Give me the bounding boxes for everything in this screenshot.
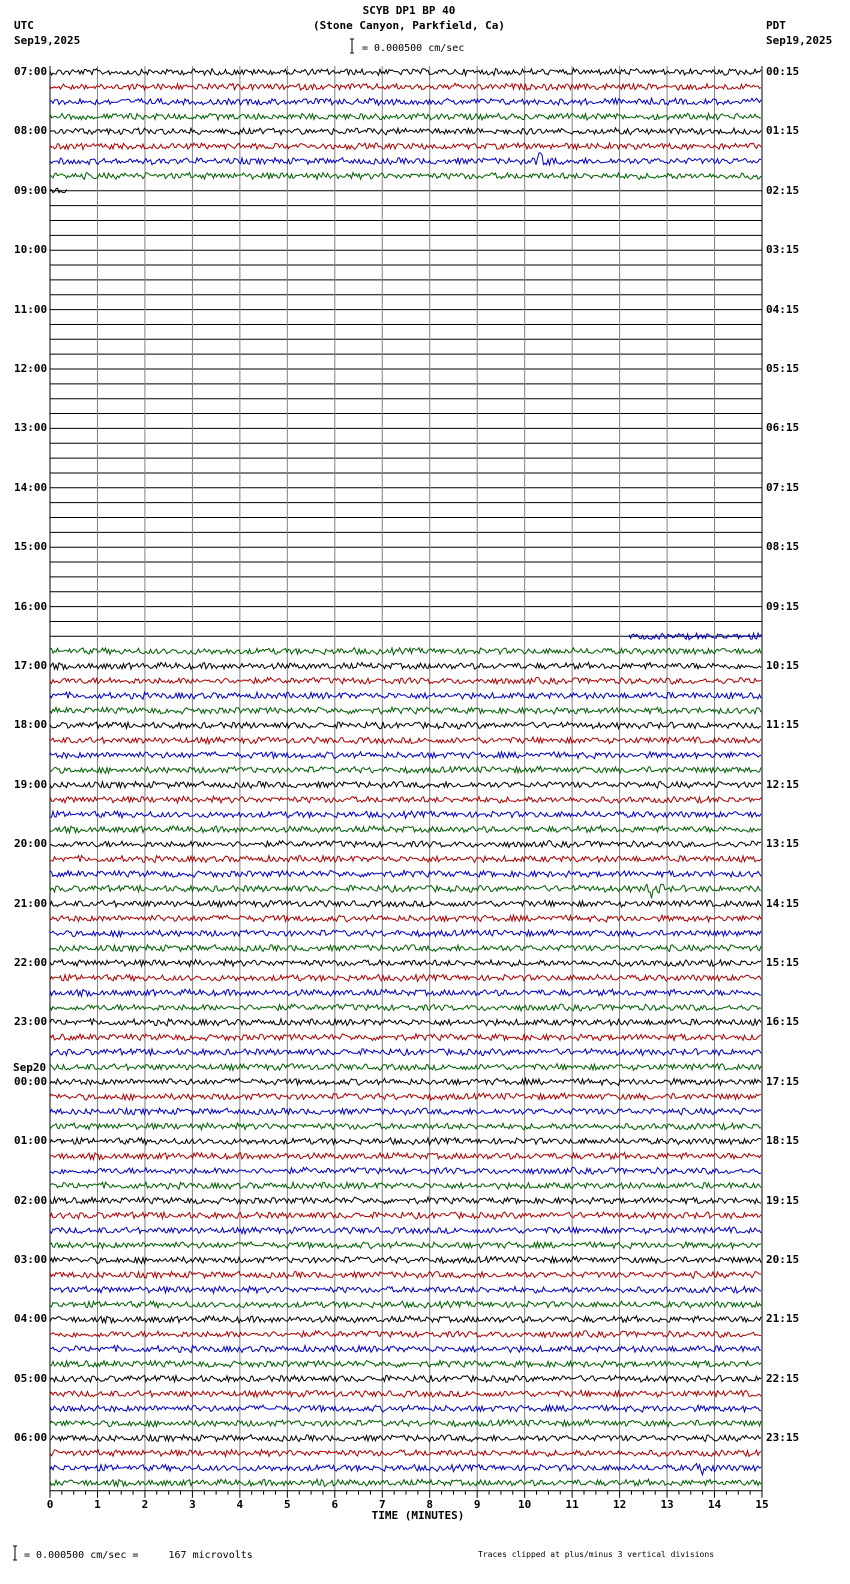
seismic-trace [50,98,761,105]
x-tick-label: 10 [518,1497,532,1511]
seismic-trace [50,1301,761,1308]
x-tick-label: 8 [426,1497,434,1511]
seismic-trace [50,1375,761,1382]
right-hour-label: 14:15 [766,896,800,910]
left-hour-label: 12:00 [14,362,48,375]
seismic-trace [50,722,761,729]
seismic-trace [50,1316,761,1323]
scale-bar-icon [350,39,354,53]
seismic-trace [50,960,761,967]
left-hour-label: 17:00 [14,659,48,672]
seismic-trace [50,989,761,996]
seismic-trace [50,1212,761,1219]
right-hour-label: 01:15 [766,124,800,138]
x-tick-label: 3 [189,1497,196,1511]
right-hour-label: 06:15 [766,421,800,435]
seismic-trace [50,915,761,922]
seismic-trace [50,1227,761,1234]
right-hour-label: 18:15 [766,1134,800,1148]
seismic-trace [50,1242,761,1249]
x-tick-label: 11 [565,1497,579,1511]
right-hour-label: 20:15 [766,1253,800,1266]
seismic-trace [50,1093,761,1100]
left-hour-label: 04:00 [14,1312,48,1326]
left-hour-label: 06:00 [14,1431,48,1445]
seismic-trace [50,811,761,818]
left-hour-label: 19:00 [14,777,48,791]
x-tick-label: 5 [284,1497,291,1511]
right-hour-label: 19:15 [766,1193,800,1207]
right-hour-label: 21:15 [766,1312,800,1326]
seismic-trace [50,871,761,878]
x-axis-label: TIME (MINUTES) [371,1509,465,1522]
left-hour-label: 23:00 [14,1015,48,1029]
utc-label: UTC [14,19,34,32]
seismic-trace [50,1034,761,1041]
seismic-trace [50,1064,761,1071]
right-hour-label: 10:15 [766,659,800,672]
seismic-trace [50,692,761,699]
left-hour-label: 01:00 [14,1134,48,1148]
left-hour-label: 14:00 [14,480,48,494]
seismic-trace [50,930,761,937]
seismic-trace [50,781,761,788]
trace-layer [50,69,761,1487]
seismic-trace [50,767,761,774]
left-date: Sep19,2025 [14,34,81,47]
seismic-trace [50,1361,761,1368]
right-hour-label: 00:15 [766,65,800,78]
seismic-trace [50,1004,761,1011]
left-hour-label: 18:00 [14,718,48,732]
seismic-trace [50,975,761,982]
seismic-trace [50,69,761,76]
left-hour-label: 22:00 [14,956,48,969]
seismic-trace [50,737,761,744]
left-hour-label: 11:00 [14,302,48,316]
seismic-trace [50,173,761,180]
seismic-trace [50,1450,761,1457]
left-hour-label: 20:00 [14,837,48,851]
right-hour-label: 23:15 [766,1431,800,1445]
seismic-trace [50,1464,761,1475]
right-hour-label: 07:15 [766,480,800,494]
seismic-trace [50,1271,761,1278]
seismic-trace [50,83,761,90]
seismic-trace [50,826,761,833]
x-tick-label: 7 [378,1497,386,1511]
left-hour-label: 16:00 [14,599,48,613]
right-hour-label: 02:15 [766,183,800,197]
seismic-trace [50,900,761,907]
right-hour-label: 03:15 [766,243,800,257]
seismic-trace [50,648,761,655]
seismic-trace [50,128,761,135]
left-hour-label: 05:00 [14,1371,48,1385]
right-hour-label: 08:15 [766,540,800,554]
x-tick-label: 0 [46,1497,54,1511]
right-hour-label: 05:15 [766,362,800,375]
seismic-trace [50,113,761,120]
x-tick-label: 13 [660,1497,674,1511]
right-hour-label: 17:15 [766,1074,800,1088]
right-hour-label: 16:15 [766,1015,800,1029]
x-tick-label: 1 [94,1497,101,1511]
left-hour-label: 10:00 [14,243,48,257]
seismic-trace [50,796,761,803]
chart-subtitle: (Stone Canyon, Parkfield, Ca) [312,19,506,32]
footer-scale-label: = 0.000500 cm/sec = 167 microvolts [24,1550,253,1561]
date-change-label: Sep20 [13,1061,47,1074]
right-hour-label: 13:15 [766,837,800,851]
left-hour-label: 09:00 [14,183,48,197]
seismic-trace [50,1167,761,1174]
left-hour-label: 13:00 [14,421,48,435]
seismic-trace [50,1049,761,1056]
x-tick-label: 14 [707,1497,722,1511]
seismic-trace [50,1257,761,1264]
seismic-trace [50,143,761,150]
left-hour-label: 07:00 [14,65,48,78]
left-hour-label: 03:00 [14,1253,48,1266]
left-hour-label: 00:00 [14,1074,48,1088]
seismic-trace [50,945,761,952]
seismic-trace [50,153,761,165]
seismic-trace [50,752,761,759]
right-hour-label: 22:15 [766,1371,800,1385]
seismic-trace [50,1331,761,1338]
seismic-trace [50,1346,761,1353]
scale-label: = 0.000500 cm/sec [362,43,465,54]
right-hour-label: 11:15 [766,718,800,732]
seismic-trace [50,1123,761,1130]
seismic-trace [50,1108,761,1115]
footer-scale-bar-icon [13,1546,17,1560]
seismic-trace [50,1405,761,1412]
x-tick-label: 12 [612,1497,627,1511]
seismic-trace [50,707,761,714]
seismic-trace [50,1153,761,1160]
right-hour-label: 04:15 [766,302,800,316]
seismic-trace [50,1435,761,1442]
pdt-label: PDT [766,19,786,32]
right-hour-label: 12:15 [766,777,800,791]
seismic-trace [50,663,761,670]
seismic-trace [50,1182,761,1189]
chart-title: SCYB DP1 BP 40 [362,4,456,17]
seismic-trace [50,841,761,848]
seismic-trace [50,1079,761,1086]
seismic-trace [50,1197,761,1204]
left-hour-label: 21:00 [14,896,48,910]
seismic-trace [50,1420,761,1427]
x-tick-label: 9 [473,1497,481,1511]
seismic-trace [50,1019,761,1026]
right-hour-label: 15:15 [766,956,800,969]
x-tick-label: 2 [141,1497,149,1511]
left-hour-label: 15:00 [14,540,48,554]
clip-note: Traces clipped at plus/minus 3 vertical divisions [478,1550,715,1559]
x-tick-label: 15 [755,1497,769,1511]
seismic-trace [50,1390,761,1397]
left-hour-label: 08:00 [14,124,48,138]
seismic-trace [50,1286,761,1293]
x-tick-label: 6 [331,1497,339,1511]
seismic-trace [50,884,761,898]
seismic-trace [50,856,761,863]
right-hour-label: 09:15 [766,599,800,613]
left-hour-label: 02:00 [14,1193,48,1207]
seismic-trace [50,1138,761,1145]
right-date: Sep19,2025 [766,34,833,47]
seismic-trace [50,677,761,684]
seismic-trace [50,1479,761,1486]
x-tick-label: 4 [236,1497,244,1511]
